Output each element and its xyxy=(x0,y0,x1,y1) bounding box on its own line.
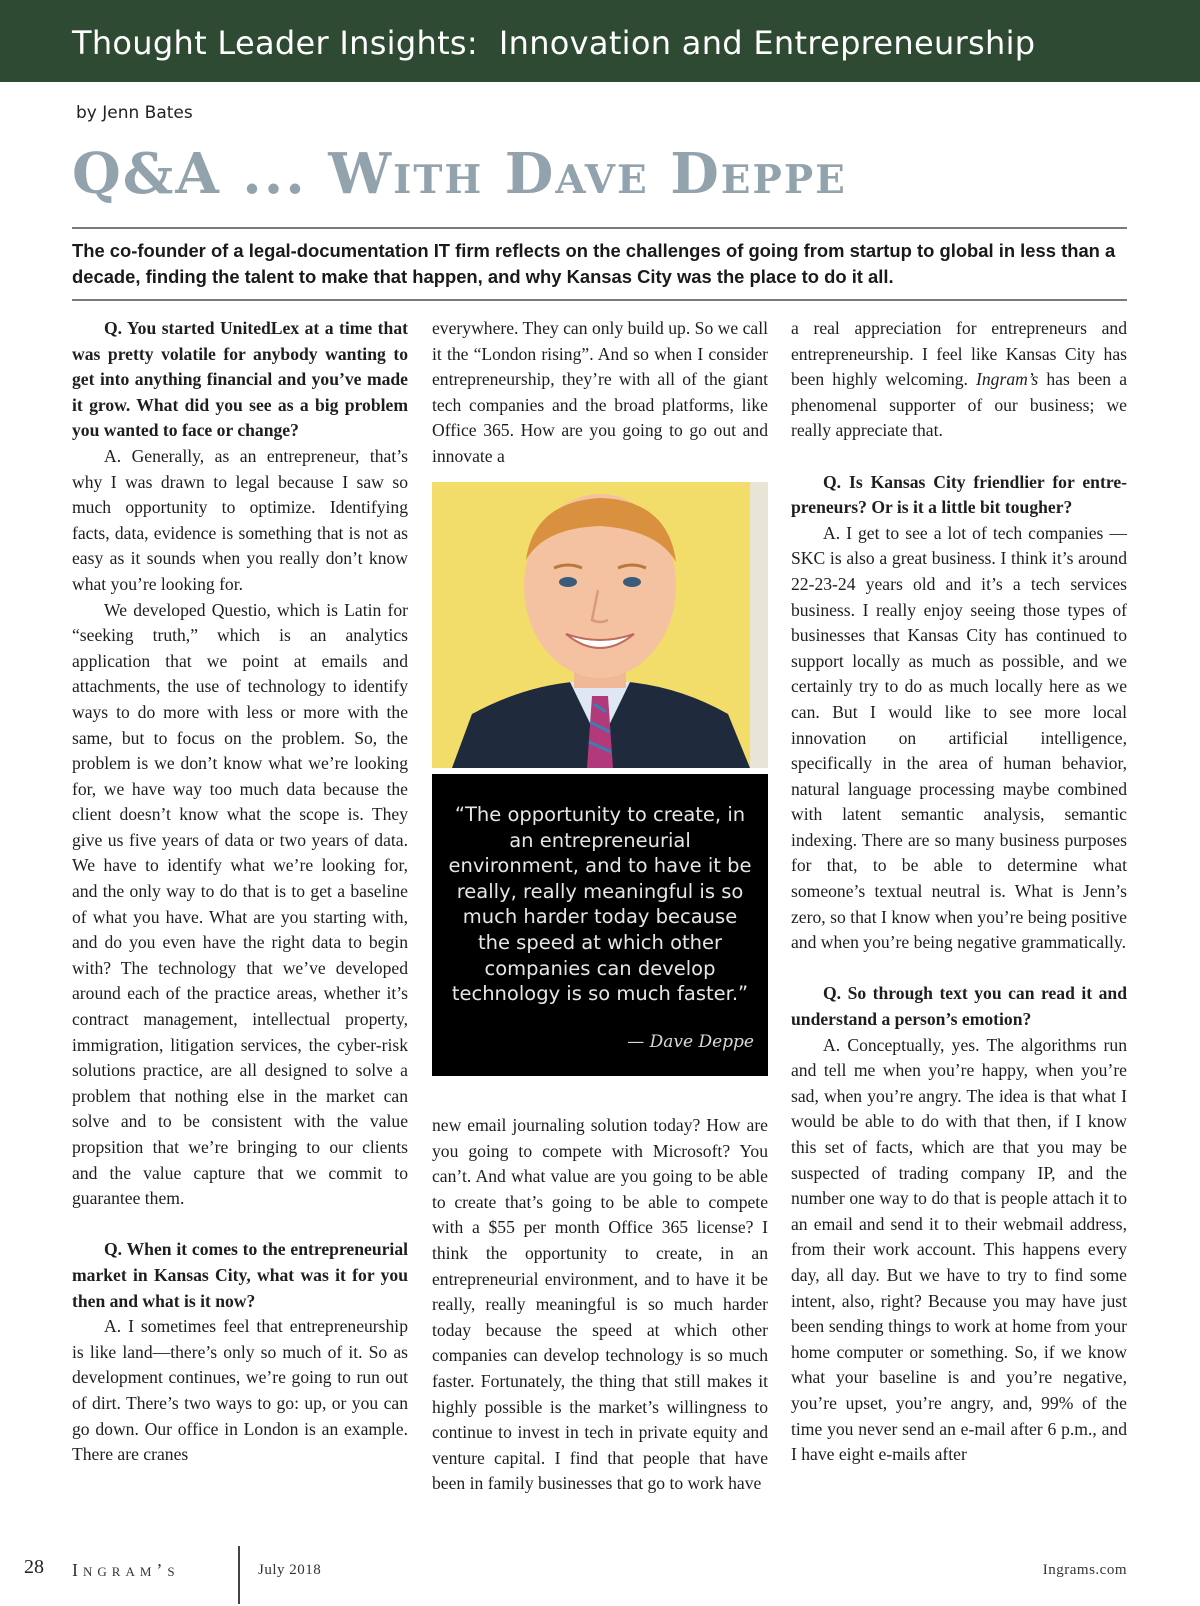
portrait-illustration xyxy=(432,482,768,768)
page-number: 28 xyxy=(24,1556,44,1578)
pull-quote-attribution: — Dave Deppe xyxy=(627,1032,754,1052)
footer-divider xyxy=(238,1546,240,1604)
pull-quote-text: “The opportunity to create, in an entrepreneurial environment, and to have it be really, really meaningful is so much harder today because the speed at which other companies can develop technology is so much faster.” xyxy=(448,803,752,1006)
pull-quote xyxy=(432,774,768,1076)
answer-2: A. I sometimes feel that entrepreneurship is like land—there’s only so much of it. So as development continues, we’re going to run out of dirt. There’s two ways to go: up, or you can go down. Our office in London is an example. There are cranes xyxy=(72,1316,408,1465)
answer-2-continued: everywhere. They can only build up. So we call it the “London rising”. And so when I consider entrepreneurship, they’re with all of the giant tech companies and the broad platforms, like Office 365. How are you going to go out and innovate a xyxy=(432,318,768,466)
bottom-divider xyxy=(72,299,1127,301)
answer-3: A. I get to see a lot of tech companies —SKC is also a great business. I think it’s around 22-23-24 years old and it’s a tech services business. I really enjoy seeing those types of businesses that Kansas City has continued to support locally as much as possible, and we certainly try to do as much locally here as we can. But I would like to see more local innovation on artificial intelligence, specifically in the area of human behavior, natural language processing maybe combined with latent semantic analysis, semantic indexing. There are so many business purposes for that, to be able to determine what someone’s textual neutral is. What is Jenn’s zero, so that I know when you’re being positive and when you’re being negative grammatically. xyxy=(791,522,1127,953)
column-2-top xyxy=(432,316,768,470)
section-title: Thought Leader Insights: Innovation and Entrepreneurship xyxy=(72,24,1036,62)
answer-1-continued: We developed Questio, which is Latin for “seeking truth,” which is an analytics application that we point at emails and attachments, the use of technology to identify ways to do more with less or more with the same, but to focus on the problem. So, the problem is we don’t know what we’re looking for, we have way too much data because the client doesn’t know what the scope is. They give us five years of data or two years of data. We have to identify what we’re looking for, and the only way to do that is to get a baseline of what you have. What are you starting with, and do you even have the right data to begin with? The technology that we’ve developed around each of the practice areas, whether it’s contract management, intellectual property, immigration, litigation services, the cyber-risk solutions practice, are all designed to solve a problem that nothing else in the market can solve and to be consistent with the value propsition that we’re bringing to our clients and the value capture that we commit to guarantee them. xyxy=(72,599,408,1209)
issue-date: July 2018 xyxy=(258,1562,322,1578)
question-4: Q. So through text you can read it and understand a person’s emotion? xyxy=(791,983,1127,1030)
magazine-mention: Ingram’s xyxy=(976,369,1039,390)
answer-2-final xyxy=(791,316,1127,444)
top-divider xyxy=(72,227,1127,229)
question-2: Q. When it comes to the entrepreneurial market in Kansas City, what was it for you then and what is it now? xyxy=(72,1239,408,1311)
answer-2-final-text: a real appreciation for entrepreneurs and entrepreneurship. I feel like Kansas City has been highly welcoming. xyxy=(791,318,1127,390)
magazine-name: Ingram’s xyxy=(72,1560,180,1580)
portrait-photo xyxy=(432,482,768,768)
website-url: Ingrams.com xyxy=(1042,1562,1127,1578)
column-1 xyxy=(72,316,408,1468)
question-3: Q. Is Kansas City friendlier for entrepreneurs? Or is it a little bit tougher? xyxy=(791,471,1127,518)
article-deck: The co-founder of a legal-documentation IT firm reflects on the challenges of going from startup to global in less than a decade, finding the talent to make that happen, and why Kansas City was the place to do it all. xyxy=(72,240,1116,287)
answer-4: A. Conceptually, yes. The algorithms run and tell me when you’re happy, when you’re sad, when you’re angry. The idea is that what I would be able to do with that then, if I know this set of facts, which are that you may be suspected of trading company IP, and the number one way to do that is people attach it to an email and send it to their webmail address, from their work account. This happens every day, all day. But we have to try to find some intent, also, right? Because you may have just been sending things to work at home from your home computer or something. So, if we know what your baseline is and you’re negative, you’re upset, you’re angry, and, 99% of the time you never send an e-mail after 6 p.m., and I have eight e-mails after xyxy=(791,1034,1127,1465)
question-1: Q. You started UnitedLex at a time that was pretty volatile for anybody wanting to get into anything financial and you’ve made it grow. What did you see as a big problem you wanted to face or change? xyxy=(72,318,408,441)
column-2-bottom xyxy=(432,1113,768,1497)
answer-2-conclusion: new email journaling solution today? How are you going to compete with Microsoft? You can’t. And what value are you going to be able to create that’s going to be able to compete with a $55 per month Office 365 license? I think the opportunity to create, in an entrepreneurial environment, and to have it be really, really meaningful is so much harder today because the speed at which other companies can develop technology is so much faster. Fortunately, the thing that still makes it highly possible is the market’s willingness to continue to invest in tech in private equity and venture capital. I find that people that have been in family businesses that go to work have xyxy=(432,1115,768,1494)
column-3 xyxy=(791,316,1127,1468)
answer-1: A. Generally, as an entrepreneur, that’s why I was drawn to legal because I saw so much opportunity to optimize. Identifying facts, data, evidence is something that is not as easy as it sounds when you really don’t know what you’re looking for. xyxy=(72,445,408,594)
answer-2-final-tail: has been a phenomenal supporter of our business; we really appreciate that. xyxy=(791,369,1127,441)
byline: by Jenn Bates xyxy=(76,103,193,123)
article-headline: Q&A ... With Dave Deppe xyxy=(72,141,847,207)
section-banner xyxy=(0,0,1200,82)
